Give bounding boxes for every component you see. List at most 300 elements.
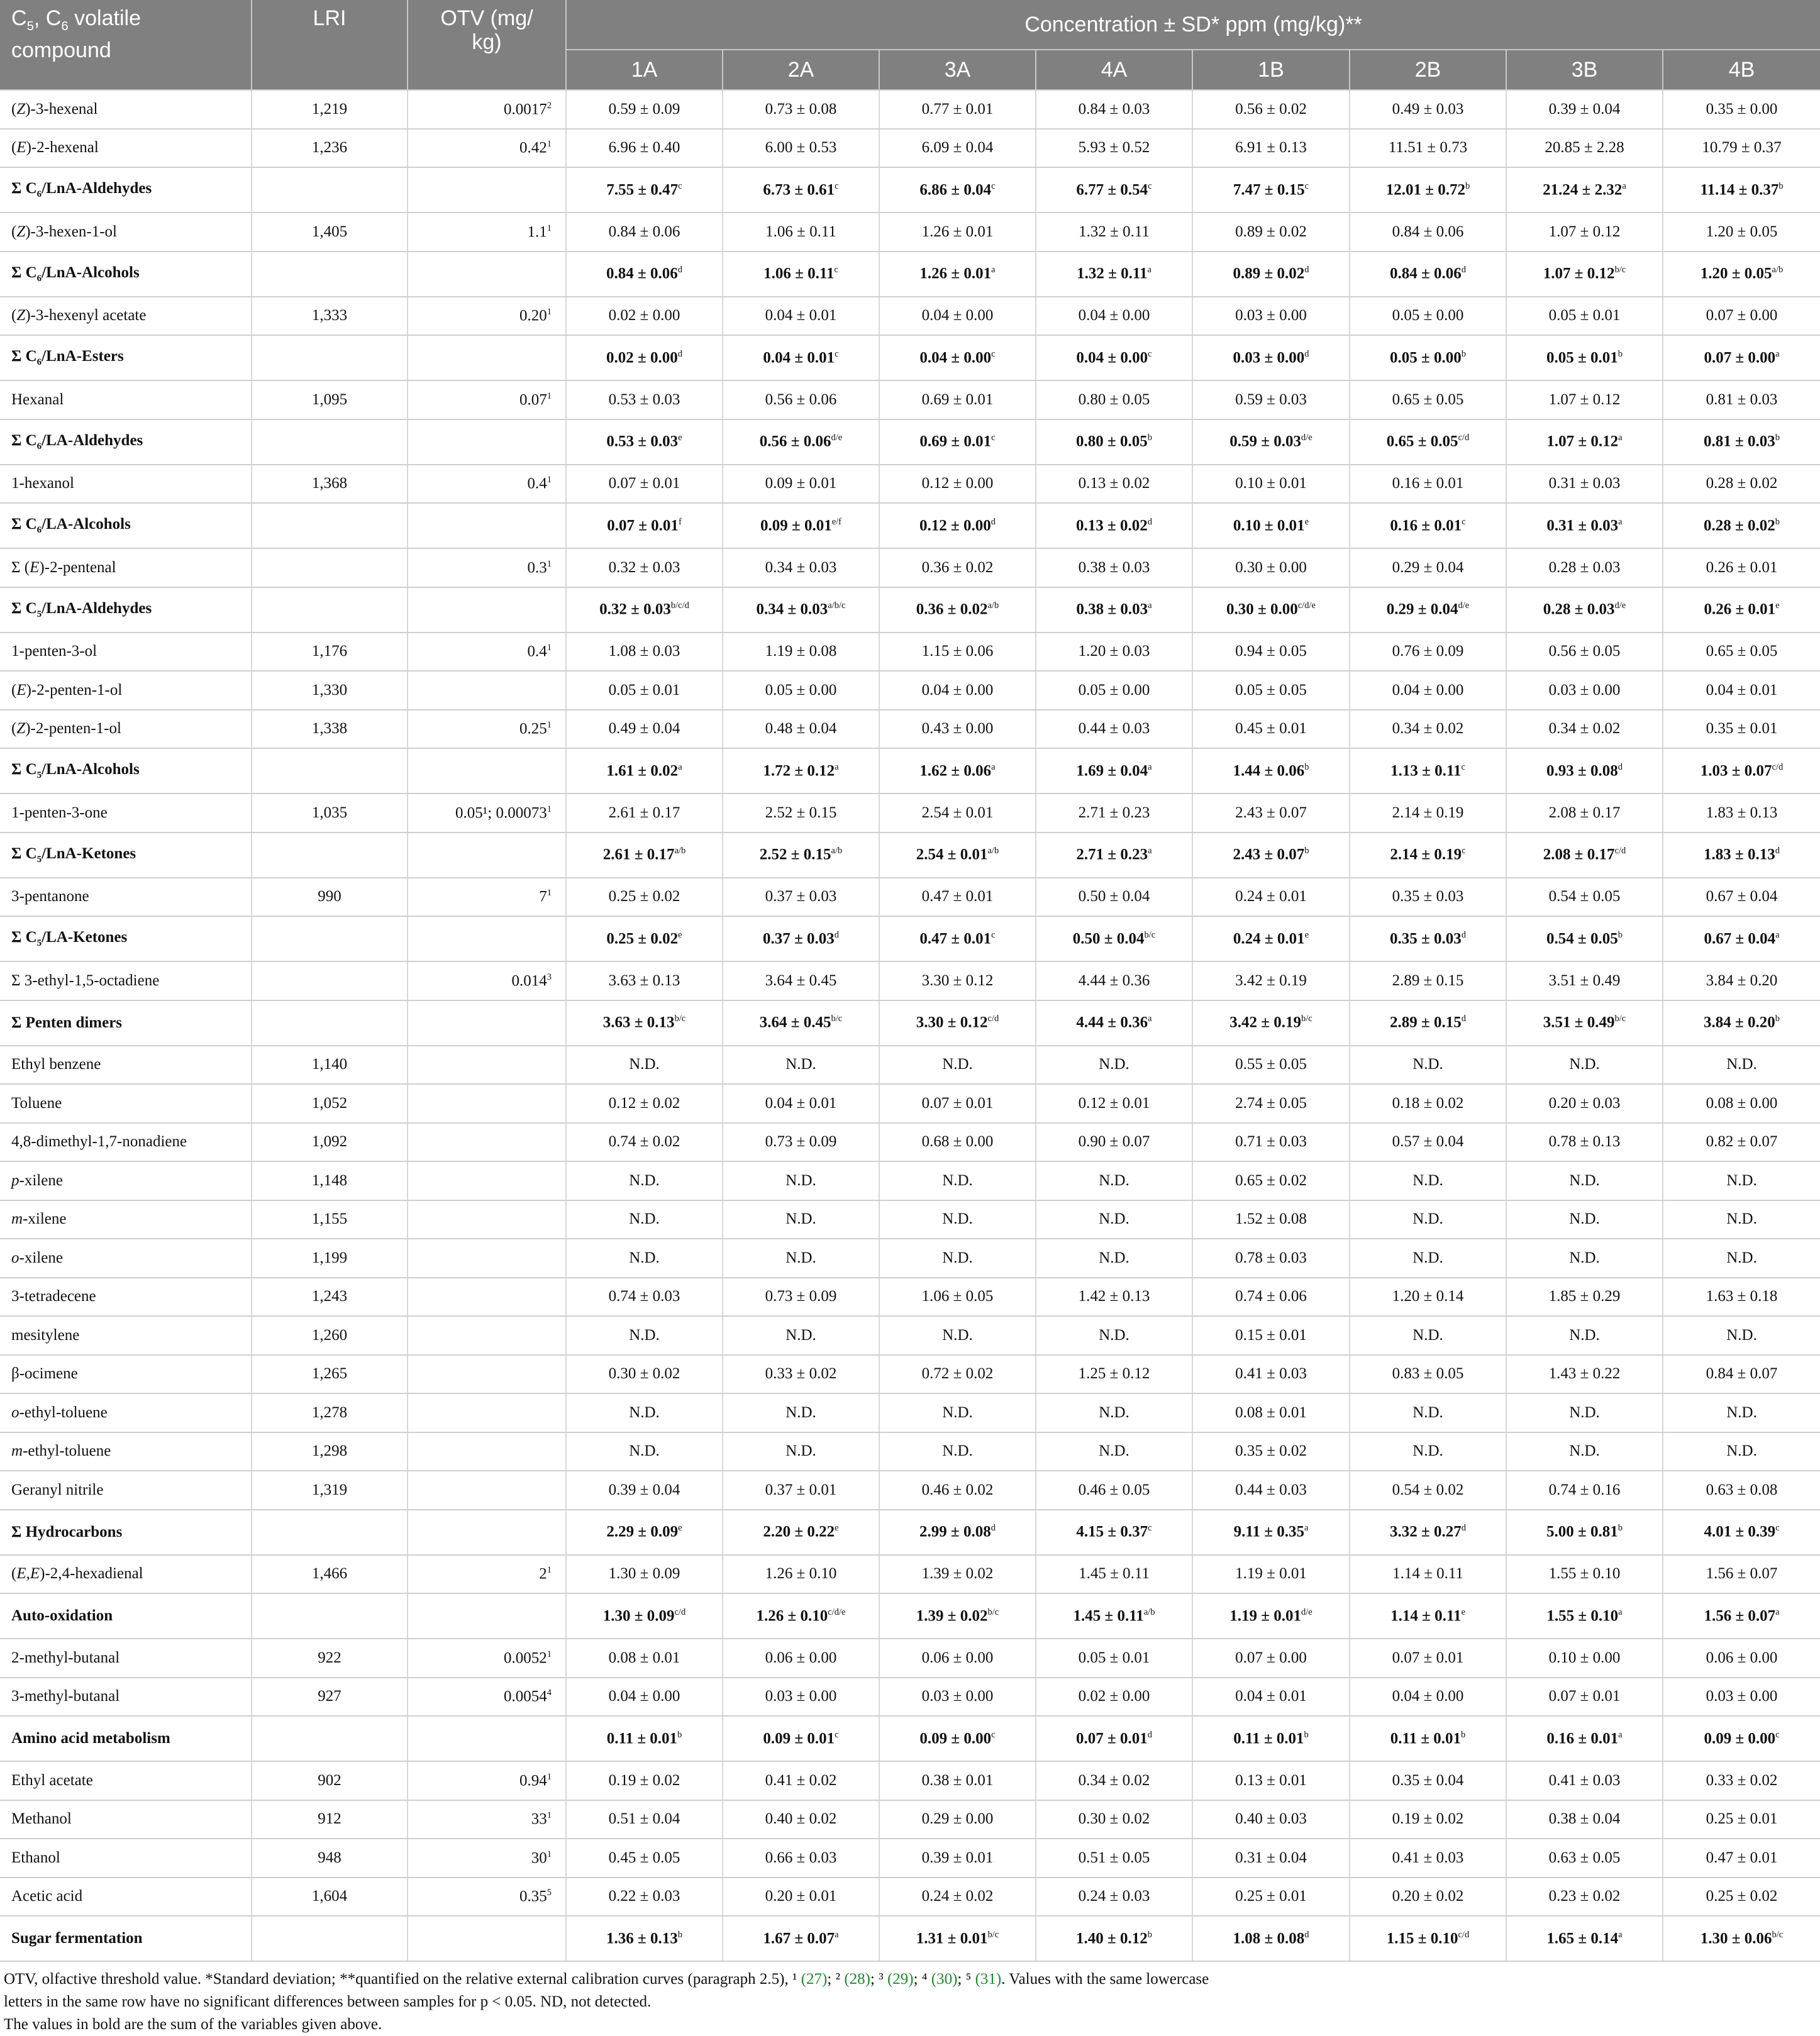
value-3b: 0.63 ± 0.05 <box>1506 1839 1663 1878</box>
value-4b: 0.03 ± 0.00 <box>1663 1678 1820 1717</box>
value-4b: N.D. <box>1663 1046 1820 1085</box>
value-1a: $2.61 \pm 0.17^{a/b}$ <box>566 833 723 878</box>
otv-value: 0.05¹; 0.00073$^1$ <box>408 794 566 833</box>
value-1b: 0.24 ± 0.01 <box>1192 878 1350 917</box>
value-3b: N.D. <box>1506 1393 1663 1432</box>
footnote-ref[interactable]: ⁵ (31) <box>965 1971 1002 1988</box>
table-row <box>0 1471 1820 1510</box>
value-1a: 1.36 ± 0.13$^b$ <box>566 1916 723 1961</box>
value-1a: 0.08 ± 0.01 <box>566 1639 723 1678</box>
header-sample-1a: 1A <box>566 50 723 90</box>
table-row <box>0 1800 1820 1839</box>
value-3b: N.D. <box>1506 1200 1663 1239</box>
compound-name: Geranyl nitrile <box>0 1471 252 1510</box>
value-3a: $3.30 \pm 0.12^{c/d}$ <box>879 1000 1036 1046</box>
value-3a: N.D. <box>879 1393 1036 1432</box>
lri-value: 1,333 <box>252 297 408 336</box>
value-3b: 1.07 ± 0.12$^a$ <box>1506 419 1663 465</box>
lri-value: 1,260 <box>252 1316 408 1355</box>
value-2b: 0.16 ± 0.01 <box>1350 465 1506 504</box>
value-2a: 0.09 ± 0.01$^c$ <box>723 1716 879 1761</box>
value-2a: 0.37 ± 0.03 <box>723 878 879 917</box>
lri-value: 1,199 <box>252 1239 408 1278</box>
value-1a: 1.61 ± 0.02$^a$ <box>566 748 723 794</box>
value-4a: 0.46 ± 0.05 <box>1036 1471 1192 1510</box>
value-3b: 1.65 ± 0.14$^a$ <box>1506 1916 1663 1961</box>
table-row-sum <box>0 252 1820 297</box>
value-1a: N.D. <box>566 1393 723 1432</box>
value-2a: 3.64 ± 0.45 <box>723 961 879 1000</box>
value-1b: 0.07 ± 0.00 <box>1192 1639 1350 1678</box>
value-2a: 0.48 ± 0.04 <box>723 710 879 749</box>
lri-value <box>252 1000 408 1046</box>
value-3a: 0.39 ± 0.01 <box>879 1839 1036 1878</box>
value-3a: $0.36 \pm 0.02^{a/b}$ <box>879 587 1036 633</box>
value-2b: N.D. <box>1350 1239 1506 1278</box>
value-3a: 0.47 ± 0.01 <box>879 878 1036 917</box>
value-1a: 7.55 ± 0.47$^c$ <box>566 167 723 213</box>
value-4a: 0.44 ± 0.03 <box>1036 710 1192 749</box>
table-row <box>0 465 1820 504</box>
value-3a: 0.12 ± 0.00$^d$ <box>879 503 1036 548</box>
value-3b: 0.74 ± 0.16 <box>1506 1471 1663 1510</box>
otv-value: 0.0017$^2$ <box>408 90 566 129</box>
compound-name: o-xilene <box>0 1239 252 1278</box>
value-1b: 0.03 ± 0.00 <box>1192 297 1350 336</box>
compound-name: (E)-2-penten-1-ol <box>0 671 252 710</box>
value-1b: $1.19 \pm 0.01^{d/e}$ <box>1192 1593 1350 1639</box>
value-2a: 0.66 ± 0.03 <box>723 1839 879 1878</box>
value-1a: 0.74 ± 0.02 <box>566 1123 723 1162</box>
value-1a: 0.53 ± 0.03$^e$ <box>566 419 723 465</box>
value-4a: 0.38 ± 0.03 <box>1036 548 1192 587</box>
value-2a: N.D. <box>723 1161 879 1200</box>
value-3b: 0.31 ± 0.03$^a$ <box>1506 503 1663 548</box>
otv-value <box>408 252 566 297</box>
table-row-sum <box>0 1593 1820 1639</box>
value-1b: 7.47 ± 0.15$^c$ <box>1192 167 1350 213</box>
table-row <box>0 1761 1820 1800</box>
lri-value <box>252 833 408 878</box>
value-3a: 2.99 ± 0.08$^d$ <box>879 1510 1036 1555</box>
value-3b: $2.08 \pm 0.17^{c/d}$ <box>1506 833 1663 878</box>
otv-value: 0.35$^5$ <box>408 1878 566 1917</box>
table-row-sum <box>0 167 1820 213</box>
lri-value: 1,466 <box>252 1555 408 1594</box>
value-1b: 0.55 ± 0.05 <box>1192 1046 1350 1085</box>
compound-name: m-ethyl-toluene <box>0 1432 252 1471</box>
value-3a: 1.26 ± 0.01 <box>879 213 1036 252</box>
otv-value <box>408 1916 566 1961</box>
value-4a: 1.69 ± 0.04$^a$ <box>1036 748 1192 794</box>
value-2a: 0.73 ± 0.09 <box>723 1123 879 1162</box>
table-row <box>0 1432 1820 1471</box>
value-3a: 0.72 ± 0.02 <box>879 1355 1036 1394</box>
value-1b: 2.43 ± 0.07 <box>1192 794 1350 833</box>
compound-name: Σ Penten dimers <box>0 1000 252 1046</box>
footnote-ref[interactable]: ¹ (27) <box>792 1971 828 1988</box>
lri-value: 1,052 <box>252 1084 408 1123</box>
value-2b: 0.76 ± 0.09 <box>1350 633 1506 672</box>
compound-name: Σ $C_5/LnA$-Alcohols <box>0 748 252 794</box>
value-2b: 1.13 ± 0.11$^c$ <box>1350 748 1506 794</box>
value-3a: 0.03 ± 0.00 <box>879 1678 1036 1717</box>
value-3a: 1.26 ± 0.01$^a$ <box>879 252 1036 297</box>
value-3b: 0.16 ± 0.01$^a$ <box>1506 1716 1663 1761</box>
compound-name: Σ $C_6/LA$-Alcohols <box>0 503 252 548</box>
compound-name: 3-tetradecene <box>0 1278 252 1317</box>
value-2b: 0.20 ± 0.02 <box>1350 1878 1506 1917</box>
value-2b: 0.05 ± 0.00$^b$ <box>1350 335 1506 380</box>
value-1a: 0.22 ± 0.03 <box>566 1878 723 1917</box>
value-3a: N.D. <box>879 1432 1036 1471</box>
compound-name: (Z)-3-hexenal <box>0 90 252 129</box>
value-4b: 0.67 ± 0.04$^a$ <box>1663 916 1820 961</box>
compound-name: Ethyl acetate <box>0 1761 252 1800</box>
lri-value: 912 <box>252 1800 408 1839</box>
value-3a: N.D. <box>879 1200 1036 1239</box>
value-2a: 0.37 ± 0.03$^d$ <box>723 916 879 961</box>
header-sample-3a: 3A <box>879 50 1036 90</box>
value-1a: 0.39 ± 0.04 <box>566 1471 723 1510</box>
value-1b: $3.42 \pm 0.19^{b/c}$ <box>1192 1000 1350 1046</box>
value-1b: 0.04 ± 0.01 <box>1192 1678 1350 1717</box>
value-2b: 0.29 ± 0.04 <box>1350 548 1506 587</box>
value-1b: 0.10 ± 0.01 <box>1192 465 1350 504</box>
value-4a: 2.71 ± 0.23$^a$ <box>1036 833 1192 878</box>
lri-value <box>252 167 408 213</box>
value-3a: N.D. <box>879 1316 1036 1355</box>
value-1a: 0.30 ± 0.02 <box>566 1355 723 1394</box>
compound-name: p-xilene <box>0 1161 252 1200</box>
value-1b: 0.71 ± 0.03 <box>1192 1123 1350 1162</box>
value-2b: 0.83 ± 0.05 <box>1350 1355 1506 1394</box>
table-row <box>0 1161 1820 1200</box>
value-4b: 0.35 ± 0.00 <box>1663 90 1820 129</box>
value-4b: 0.84 ± 0.07 <box>1663 1355 1820 1394</box>
lri-value: 990 <box>252 878 408 917</box>
value-4b: N.D. <box>1663 1200 1820 1239</box>
header-lri: LRI <box>252 0 408 90</box>
table-row <box>0 671 1820 710</box>
value-2a: 0.73 ± 0.09 <box>723 1278 879 1317</box>
value-1b: 0.59 ± 0.03 <box>1192 380 1350 419</box>
value-3a: 0.47 ± 0.01$^c$ <box>879 916 1036 961</box>
value-4b: 0.65 ± 0.05 <box>1663 633 1820 672</box>
value-4b: $1.30 \pm 0.06^{b/c}$ <box>1663 1916 1820 1961</box>
compound-name: Methanol <box>0 1800 252 1839</box>
lri-value: 922 <box>252 1639 408 1678</box>
value-2a: $0.56 \pm 0.06^{d/e}$ <box>723 419 879 465</box>
otv-value: $0.4^1$ <box>408 633 566 672</box>
value-2a: N.D. <box>723 1432 879 1471</box>
value-3a: 1.62 ± 0.06$^a$ <box>879 748 1036 794</box>
otv-value <box>408 1000 566 1046</box>
value-2b: 0.34 ± 0.02 <box>1350 710 1506 749</box>
value-3b: N.D. <box>1506 1161 1663 1200</box>
compound-name: Auto-oxidation <box>0 1593 252 1639</box>
value-4a: N.D. <box>1036 1432 1192 1471</box>
value-2b: 2.89 ± 0.15$^d$ <box>1350 1000 1506 1046</box>
value-1a: $0.32 \pm 0.03^{b/c/d}$ <box>566 587 723 633</box>
value-1a: 1.30 ± 0.09 <box>566 1555 723 1594</box>
table-row <box>0 548 1820 587</box>
header-sample-2b: 2B <box>1350 50 1506 90</box>
value-2b: N.D. <box>1350 1046 1506 1085</box>
value-1b: 0.25 ± 0.01 <box>1192 1878 1350 1917</box>
value-2a: 0.73 ± 0.08 <box>723 90 879 129</box>
value-3b: 0.07 ± 0.01 <box>1506 1678 1663 1717</box>
footnote-ref[interactable]: ⁴ (30) <box>921 1971 958 1988</box>
table-row <box>0 380 1820 419</box>
value-4a: 1.45 ± 0.11 <box>1036 1555 1192 1594</box>
value-4b: 1.83 ± 0.13$^d$ <box>1663 833 1820 878</box>
compound-name: Ethyl benzene <box>0 1046 252 1085</box>
lri-value <box>252 587 408 633</box>
value-1a: 0.04 ± 0.00 <box>566 1678 723 1717</box>
value-4a: 0.90 ± 0.07 <box>1036 1123 1192 1162</box>
value-4a: $0.50 \pm 0.04^{b/c}$ <box>1036 916 1192 961</box>
value-1b: 0.30 ± 0.00 <box>1192 548 1350 587</box>
value-4b: 0.82 ± 0.07 <box>1663 1123 1820 1162</box>
value-1a: 0.05 ± 0.01 <box>566 671 723 710</box>
value-4a: 0.05 ± 0.01 <box>1036 1639 1192 1678</box>
value-2a: $2.52 \pm 0.15^{a/b}$ <box>723 833 879 878</box>
lri-value: 948 <box>252 1839 408 1878</box>
value-2b: 12.01 ± 0.72$^b$ <box>1350 167 1506 213</box>
lri-value <box>252 1916 408 1961</box>
lri-value <box>252 748 408 794</box>
value-3b: 0.78 ± 0.13 <box>1506 1123 1663 1162</box>
value-3a: 0.24 ± 0.02 <box>879 1878 1036 1917</box>
value-4b: 0.28 ± 0.02 <box>1663 465 1820 504</box>
lri-value: 1,219 <box>252 90 408 129</box>
table-row <box>0 1878 1820 1917</box>
compound-name: Σ (E)-2-pentenal <box>0 548 252 587</box>
value-2a: N.D. <box>723 1316 879 1355</box>
value-1b: 0.08 ± 0.01 <box>1192 1393 1350 1432</box>
value-2a: 1.19 ± 0.08 <box>723 633 879 672</box>
lri-value: 1,148 <box>252 1161 408 1200</box>
compound-name: 1-hexanol <box>0 465 252 504</box>
value-3b: 0.28 ± 0.03 <box>1506 548 1663 587</box>
otv-value: 0.94$^1$ <box>408 1761 566 1800</box>
lri-value <box>252 1716 408 1761</box>
value-2a: 0.20 ± 0.01 <box>723 1878 879 1917</box>
otv-value <box>408 1471 566 1510</box>
value-2b: 1.20 ± 0.14 <box>1350 1278 1506 1317</box>
value-2a: $0.34 \pm 0.03^{a/b/c}$ <box>723 587 879 633</box>
otv-value: 0.25$^1$ <box>408 710 566 749</box>
table-row <box>0 1355 1820 1394</box>
value-2a: 0.41 ± 0.02 <box>723 1761 879 1800</box>
table-row <box>0 1678 1820 1717</box>
value-3b: 0.05 ± 0.01$^b$ <box>1506 335 1663 380</box>
value-3a: 3.30 ± 0.12 <box>879 961 1036 1000</box>
value-3a: 0.12 ± 0.00 <box>879 465 1036 504</box>
otv-value <box>408 1510 566 1555</box>
value-3b: 1.55 ± 0.10 <box>1506 1555 1663 1594</box>
otv-value <box>408 1593 566 1639</box>
lri-value: 902 <box>252 1761 408 1800</box>
value-4b: 0.63 ± 0.08 <box>1663 1471 1820 1510</box>
table-row-sum <box>0 748 1820 794</box>
compound-name: 3-pentanone <box>0 878 252 917</box>
compound-name: Toluene <box>0 1084 252 1123</box>
value-2b: 0.19 ± 0.02 <box>1350 1800 1506 1839</box>
value-1b: 0.15 ± 0.01 <box>1192 1316 1350 1355</box>
header-otv: OTV (mg/ kg) <box>408 0 566 90</box>
lri-value <box>252 335 408 380</box>
value-3b: 1.07 ± 0.12 <box>1506 380 1663 419</box>
value-2a: 0.05 ± 0.00 <box>723 671 879 710</box>
footnote-line-1: OTV, olfactive threshold value. *Standard deviation; **quantified on the relative external calibration curves (paragraph 2.5), ¹ (27); ² (28); ³ (29); ⁴ (30); ⁵ (31). Values with the same lowercase <box>4 1971 1209 1988</box>
value-3a: 0.77 ± 0.01 <box>879 90 1036 129</box>
footnote-ref[interactable]: ³ (29) <box>879 1971 914 1988</box>
value-1b: 1.52 ± 0.08 <box>1192 1200 1350 1239</box>
compound-name: (Z)-3-hexenyl acetate <box>0 297 252 336</box>
value-4b: 0.26 ± 0.01 <box>1663 548 1820 587</box>
compound-name: Acetic acid <box>0 1878 252 1917</box>
value-2b: N.D. <box>1350 1432 1506 1471</box>
value-4a: $1.45 \pm 0.11^{a/b}$ <box>1036 1593 1192 1639</box>
table-row-sum <box>0 503 1820 548</box>
value-1b: 0.10 ± 0.01$^e$ <box>1192 503 1350 548</box>
value-4a: 0.24 ± 0.03 <box>1036 1878 1192 1917</box>
value-3b: 1.07 ± 0.12 <box>1506 213 1663 252</box>
table-row <box>0 129 1820 168</box>
value-3b: 0.34 ± 0.02 <box>1506 710 1663 749</box>
compound-name: 1-penten-3-ol <box>0 633 252 672</box>
lri-value <box>252 916 408 961</box>
table-row <box>0 213 1820 252</box>
value-3b: 1.55 ± 0.10$^a$ <box>1506 1593 1663 1639</box>
value-1a: N.D. <box>566 1316 723 1355</box>
value-4a: 0.04 ± 0.00 <box>1036 297 1192 336</box>
value-1a: $3.63 \pm 0.13^{b/c}$ <box>566 1000 723 1046</box>
value-1b: 0.65 ± 0.02 <box>1192 1161 1350 1200</box>
value-1b: 2.74 ± 0.05 <box>1192 1084 1350 1123</box>
value-2a: 1.67 ± 0.07$^a$ <box>723 1916 879 1961</box>
value-4a: 5.93 ± 0.52 <box>1036 129 1192 168</box>
value-4b: 0.67 ± 0.04 <box>1663 878 1820 917</box>
compound-name: Sugar fermentation <box>0 1916 252 1961</box>
lri-value: 1,095 <box>252 380 408 419</box>
lri-value: 1,176 <box>252 633 408 672</box>
otv-value: $33^1$ <box>408 1800 566 1839</box>
value-1a: 0.25 ± 0.02$^e$ <box>566 916 723 961</box>
value-4b: 0.08 ± 0.00 <box>1663 1084 1820 1123</box>
header-sample-1b: 1B <box>1192 50 1350 90</box>
value-1b: 0.31 ± 0.04 <box>1192 1839 1350 1878</box>
otv-value: $7^1$ <box>408 878 566 917</box>
compound-name: (Z)-3-hexen-1-ol <box>0 213 252 252</box>
value-4a: 4.44 ± 0.36 <box>1036 961 1192 1000</box>
value-4a: 4.15 ± 0.37$^c$ <box>1036 1510 1192 1555</box>
value-3b: $0.28 \pm 0.03^{d/e}$ <box>1506 587 1663 633</box>
value-2b: 11.51 ± 0.73 <box>1350 129 1506 168</box>
value-2b: 0.41 ± 0.03 <box>1350 1839 1506 1878</box>
lri-value: 1,092 <box>252 1123 408 1162</box>
value-2b: 0.84 ± 0.06 <box>1350 213 1506 252</box>
table-row <box>0 90 1820 129</box>
value-4b: 0.06 ± 0.00 <box>1663 1639 1820 1678</box>
value-2a: 2.52 ± 0.15 <box>723 794 879 833</box>
value-2b: 2.14 ± 0.19 <box>1350 794 1506 833</box>
compound-name: Hexanal <box>0 380 252 419</box>
value-2b: N.D. <box>1350 1393 1506 1432</box>
otv-value <box>408 1316 566 1355</box>
value-3b: 0.20 ± 0.03 <box>1506 1084 1663 1123</box>
value-4b: N.D. <box>1663 1161 1820 1200</box>
table-row-sum <box>0 419 1820 465</box>
value-3b: N.D. <box>1506 1316 1663 1355</box>
otv-value <box>408 916 566 961</box>
compound-name: mesitylene <box>0 1316 252 1355</box>
compound-name: β-ocimene <box>0 1355 252 1394</box>
value-4a: 0.80 ± 0.05$^b$ <box>1036 419 1192 465</box>
value-3b: 0.31 ± 0.03 <box>1506 465 1663 504</box>
value-4b: $1.03 \pm 0.07^{c/d}$ <box>1663 748 1820 794</box>
value-1a: 0.25 ± 0.02 <box>566 878 723 917</box>
value-3b: $1.07 \pm 0.12^{b/c}$ <box>1506 252 1663 297</box>
value-1b: 6.91 ± 0.13 <box>1192 129 1350 168</box>
lri-value <box>252 1593 408 1639</box>
compound-name: 3-methyl-butanal <box>0 1678 252 1717</box>
value-4a: 1.42 ± 0.13 <box>1036 1278 1192 1317</box>
value-4a: N.D. <box>1036 1200 1192 1239</box>
header-concentration: Concentration ± SD* ppm (mg/kg)** <box>566 0 1820 50</box>
value-2b: 0.04 ± 0.00 <box>1350 1678 1506 1717</box>
value-4a: 0.34 ± 0.02 <box>1036 1761 1192 1800</box>
value-4b: 0.26 ± 0.01$^e$ <box>1663 587 1820 633</box>
lri-value <box>252 419 408 465</box>
value-3b: 0.03 ± 0.00 <box>1506 671 1663 710</box>
footnote-ref[interactable]: ² (28) <box>835 1971 870 1988</box>
value-2a: 0.03 ± 0.00 <box>723 1678 879 1717</box>
value-3a: 0.43 ± 0.00 <box>879 710 1036 749</box>
value-3b: 5.00 ± 0.81$^b$ <box>1506 1510 1663 1555</box>
value-4a: 0.30 ± 0.02 <box>1036 1800 1192 1839</box>
table-row <box>0 794 1820 833</box>
value-4b: 0.81 ± 0.03 <box>1663 380 1820 419</box>
value-4a: 1.20 ± 0.03 <box>1036 633 1192 672</box>
value-1a: 0.51 ± 0.04 <box>566 1800 723 1839</box>
value-3a: 0.69 ± 0.01 <box>879 380 1036 419</box>
value-3a: 0.69 ± 0.01$^c$ <box>879 419 1036 465</box>
table-row <box>0 1046 1820 1085</box>
value-1a: 0.45 ± 0.05 <box>566 1839 723 1878</box>
value-1b: 0.13 ± 0.01 <box>1192 1761 1350 1800</box>
value-1a: 0.12 ± 0.02 <box>566 1084 723 1123</box>
value-3a: $1.39 \pm 0.02^{b/c}$ <box>879 1593 1036 1639</box>
value-4b: 1.56 ± 0.07$^a$ <box>1663 1593 1820 1639</box>
value-1a: 0.07 ± 0.01$^f$ <box>566 503 723 548</box>
value-1b: 0.41 ± 0.03 <box>1192 1355 1350 1394</box>
compound-name: Σ $C_5/LnA$-Ketones <box>0 833 252 878</box>
value-4b: 0.81 ± 0.03$^b$ <box>1663 419 1820 465</box>
table-row <box>0 1084 1820 1123</box>
lri-value: 1,338 <box>252 710 408 749</box>
value-2b: 0.35 ± 0.03 <box>1350 878 1506 917</box>
lri-value: 1,604 <box>252 1878 408 1917</box>
value-4a: 0.84 ± 0.03 <box>1036 90 1192 129</box>
value-4b: 1.56 ± 0.07 <box>1663 1555 1820 1594</box>
table-row-sum <box>0 916 1820 961</box>
value-1a: 0.49 ± 0.04 <box>566 710 723 749</box>
table-row <box>0 1278 1820 1317</box>
value-3b: N.D. <box>1506 1432 1663 1471</box>
